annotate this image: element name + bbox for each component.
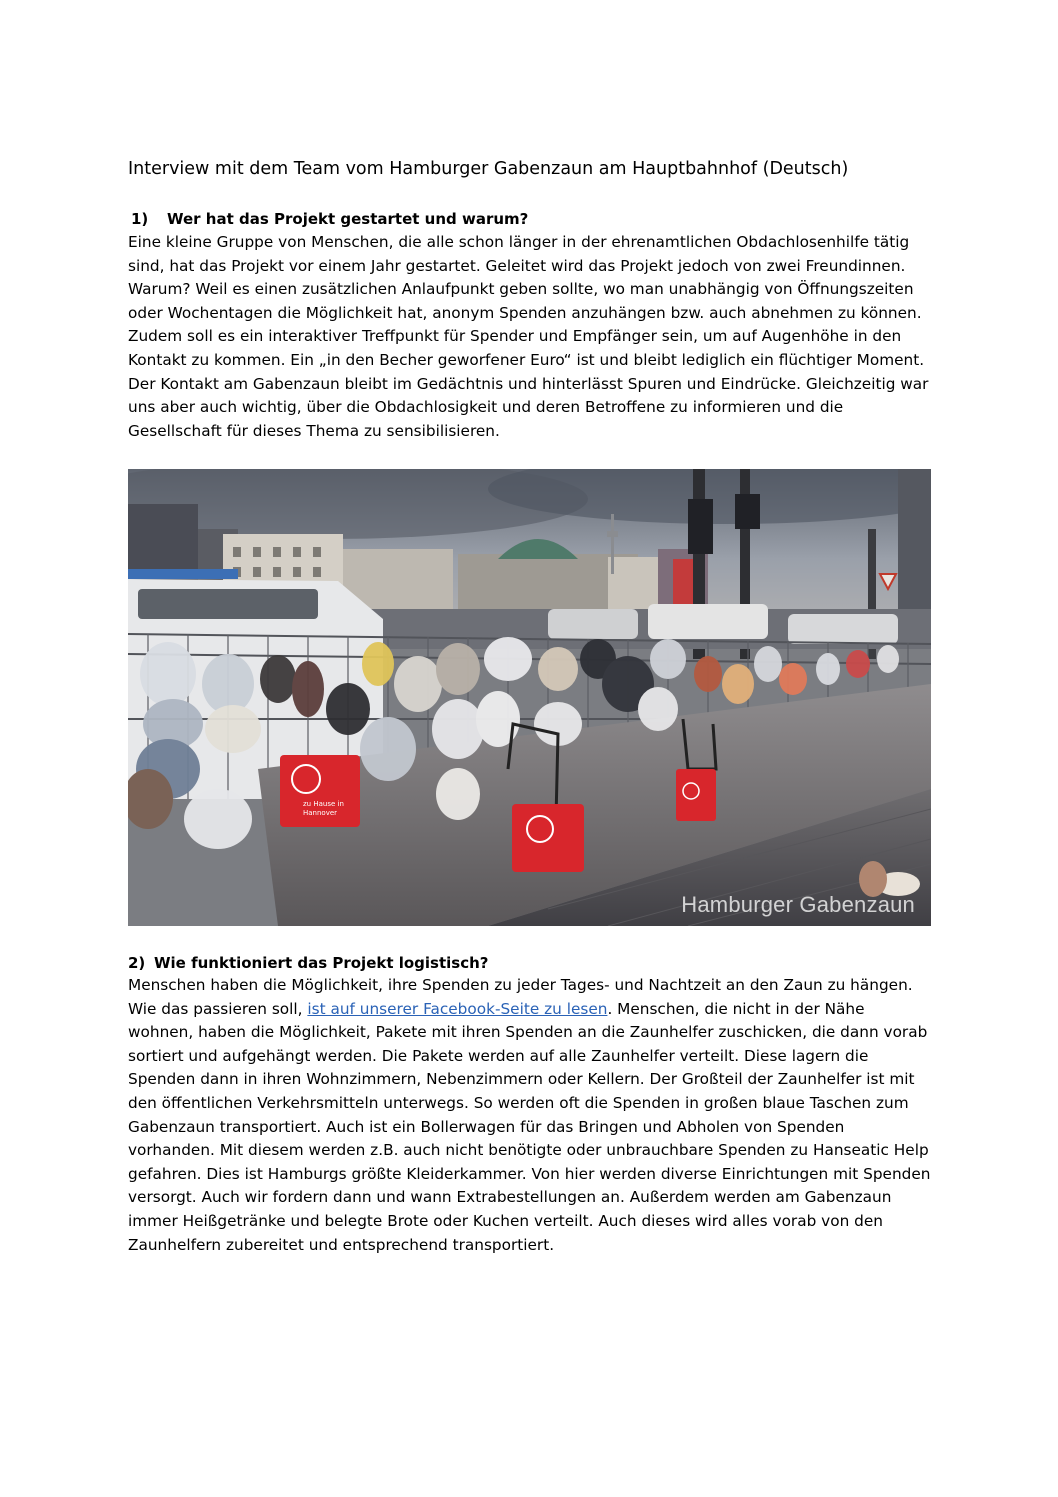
section2-heading: [128, 951, 489, 975]
photo-gabenzaun: [128, 469, 931, 926]
section1-paragraph: Eine kleine Gruppe von Menschen, die alle schon länger in der ehrenamtlichen Obdachlosenhilfe tätig sind, hat das Projekt vor einem Jahr gestartet. Geleitet wird das Projekt jedoch von zwei Freundinnen. Warum? Weil es einen zusätzlichen Anlaufpunkt geben sollte, wo man unabhängig von Öffnungszeiten oder Wochentagen die Möglichkeit hat, anonym Spenden anzuhängen bzw. auch abnehmen zu können. Zudem soll es ein interaktiver Treffpunkt für Spender und Empfänger sein, um auf Augenhöhe in den Kontakt zu kommen. Ein „in den Becher geworfener Euro“ ist und bleibt lediglich ein flüchtiger Moment. Der Kontakt am Gabenzaun bleibt im Gedächtnis und hinterlässt Spuren und Eindrücke. Gleichzeitig war uns aber auch wichtig, über die Obdachlosigkeit und deren Betroffene zu informieren und die Gesellschaft für dieses Thema zu sensibilisieren.: [128, 233, 929, 440]
photo-watermark: Hamburger Gabenzaun: [681, 892, 915, 917]
facebook-page-link[interactable]: ist auf unserer Facebook-Seite zu lesen: [307, 999, 608, 1018]
section2-number: 2): [128, 954, 146, 972]
section1-number: 1): [131, 210, 149, 228]
bag-text-bottom: Hannover: [303, 809, 338, 817]
bag-text-top: zu Hause in: [303, 800, 344, 808]
red-bag-right: [676, 769, 716, 821]
section2-heading-text: Wie funktioniert das Projekt logistisch?: [154, 954, 489, 972]
red-bag-left: [280, 755, 360, 827]
page-title: Interview mit dem Team vom Hamburger Gabenzaun am Hauptbahnhof (Deutsch): [128, 159, 849, 179]
section2-text-before-link: Menschen haben die Möglichkeit, ihre Spenden zu jeder Tages- und Nachtzeit an den Zaun zu hängen. Wie das passieren soll,: [128, 976, 913, 1018]
section2-text-after-link: . Menschen, die nicht in der Nähe wohnen, haben die Möglichkeit, Pakete mit ihren Spenden an die Zaunhelfer zuschicken, die dann vorab sortiert und aufgehängt werden. Die Pakete werden auf alle Zaunhelfer verteilt. Diese lagern die Spenden dann in ihren Wohnzimmern, Nebenzimmern oder Kellern. Der Großteil der Zaunhelfer ist mit den öffentlichen Verkehrsmitteln unterwegs. So werden oft die Spenden in großen blaue Taschen zum Gabenzaun transportiert. Auch ist ein Bollerwagen für das Bringen und Abholen von Spenden vorhanden. Mit diesem werden z.B. auch nicht benötigte oder unbrauchbare Spenden zu Hanseatic Help gefahren. Dies ist Hamburgs größte Kleiderkammer. Von hier werden diverse Einrichtungen mit Spenden versorgt. Auch wir fordern dann und wann Extrabestellungen an. Außerdem werden am Gabenzaun immer Heißgetränke und belegte Brote oder Kuchen verteilt. Auch dieses wird alles vorab von den Zaunhelfern zubereitet und entsprechend transportiert.: [128, 999, 931, 1254]
section1-heading: [131, 207, 528, 231]
section1-heading-text: Wer hat das Projekt gestartet und warum?: [167, 210, 529, 228]
red-bag-center: [512, 804, 584, 872]
photo-illustration: [128, 469, 931, 926]
section2-paragraph: [128, 974, 933, 1257]
